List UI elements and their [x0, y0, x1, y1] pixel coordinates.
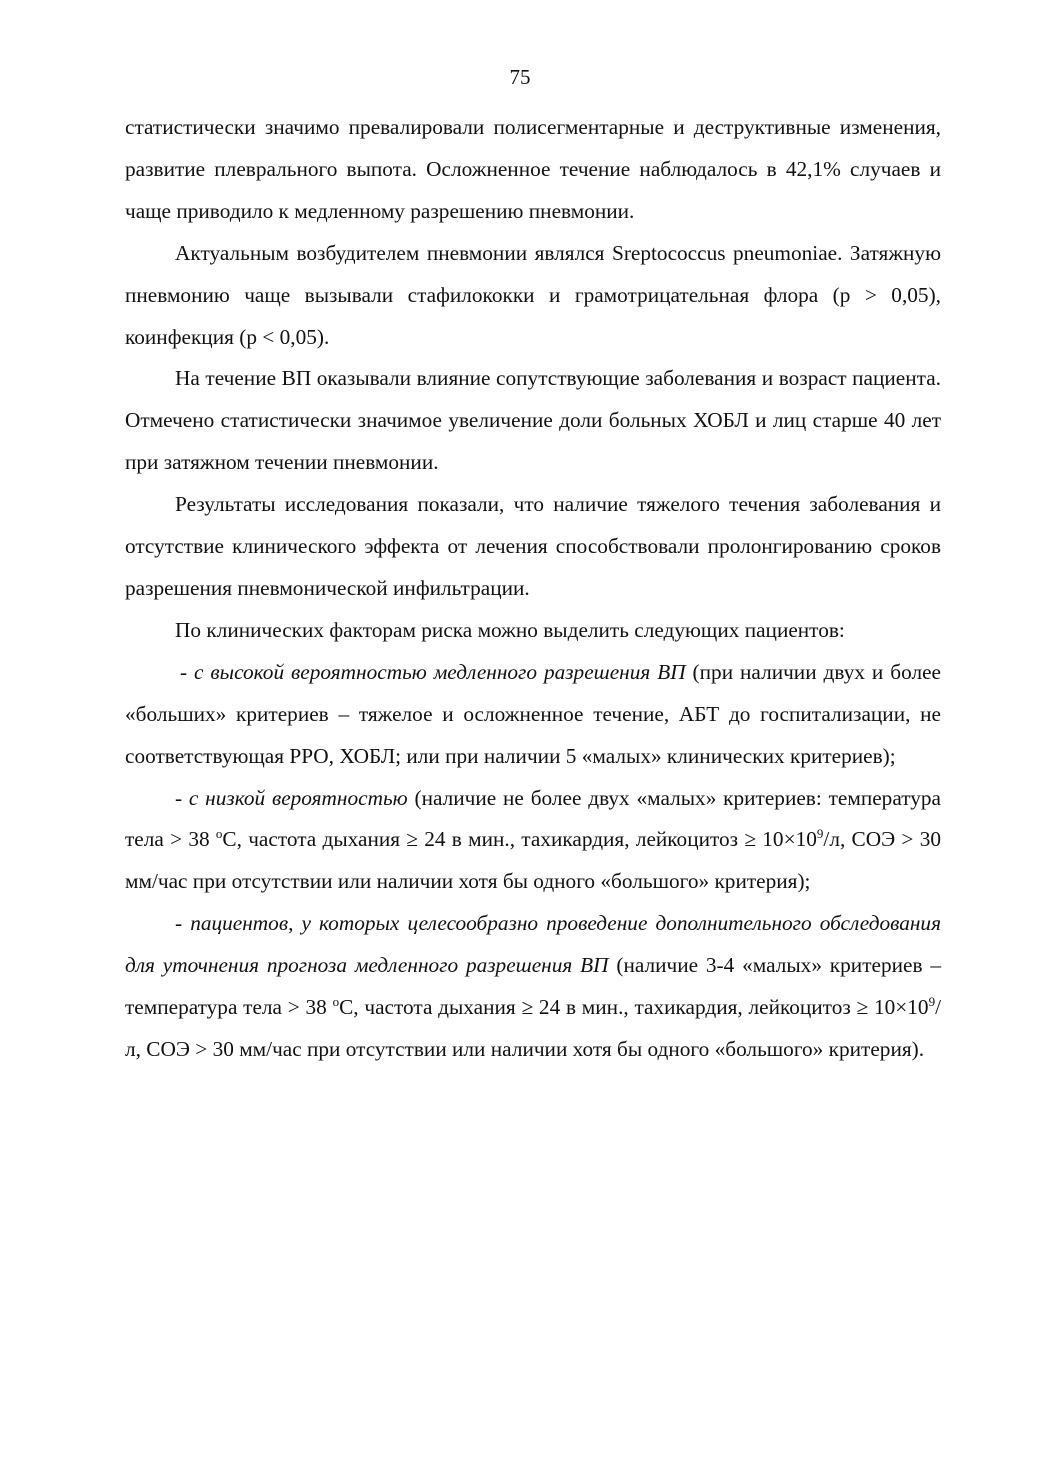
emphasis-additional-exam: пациентов, у которых целесообразно проведение дополнительного обследования для уточнения прогноза медленного разрешения ВП [125, 911, 941, 978]
list-item-text: /л, СОЭ > 30 мм/час при отсутствии или наличии хотя бы одного «большого» критерия); [125, 827, 941, 894]
list-item-text: С, частота дыхания ≥ 24 в мин., тахикардия, лейкоцитоз ≥ 10×10 [339, 995, 929, 1020]
list-item-low-probability [125, 778, 941, 904]
list-dash: - [180, 659, 195, 684]
list-item-high-probability [125, 652, 941, 778]
list-item-text: (наличие не более двух «малых» критериев: температура тела > 38 [125, 785, 942, 852]
list-item-text: (при наличии двух и более «больших» критериев – тяжелое и осложненное течение, АБТ до госпитализации, не соответствующая РРО, ХОБЛ; или при наличии 5 «малых» клинических критериев); [125, 659, 941, 768]
page-number: 75 [509, 65, 531, 89]
list-dash: - [175, 911, 191, 936]
exponent-superscript: 9 [928, 994, 936, 1010]
degree-superscript: о [332, 994, 340, 1010]
emphasis-high-probability: с высокой вероятностью медленного разрешения ВП [194, 659, 686, 684]
exponent-superscript: 9 [816, 826, 824, 842]
list-item-additional-exam [125, 903, 941, 1071]
paragraph-findings: статистически значимо превалировали полисегментарные и деструктивные изменения, развитие плеврального выпота. Осложненное течение наблюдалось в 42,1% случаев и чаще приводило к медленному разрешению пневмонии. [125, 115, 941, 223]
degree-superscript: о [215, 826, 223, 842]
list-item-text: (наличие 3-4 «малых» критериев – температура тела > 38 [125, 953, 941, 1020]
paragraph-comorbidities: На течение ВП оказывали влияние сопутствующие заболевания и возраст пациента. Отмечено статистически значимое увеличение доли больных ХОБЛ и лиц старше 40 лет при затяжном течении пневмонии. [125, 366, 941, 475]
emphasis-low-probability: с низкой вероятностью [188, 785, 408, 810]
paragraph-pathogen: Актуальным возбудителем пневмонии являлся Sreptococcus pneumoniae. Затяжную пневмонию чаще вызывали стафилококки и грамотрицательная флора (p > 0,05), коинфекция (p < 0,05). [125, 240, 941, 349]
document-body [125, 107, 941, 1071]
list-dash: - [175, 785, 189, 810]
list-item-text: /л, СОЭ > 30 мм/час при отсутствии или наличии хотя бы одного «большого» критерия). [125, 995, 941, 1061]
list-item-text: С, частота дыхания ≥ 24 в мин., тахикардия, лейкоцитоз ≥ 10×10 [222, 827, 817, 852]
paragraph-risk-factors: По клинических факторам риска можно выделить следующих пациентов: [175, 617, 845, 642]
paragraph-results: Результаты исследования показали, что наличие тяжелого течения заболевания и отсутствие клинического эффекта от лечения способствовали пролонгированию сроков разрешения пневмонической инфильтрации. [125, 492, 941, 600]
